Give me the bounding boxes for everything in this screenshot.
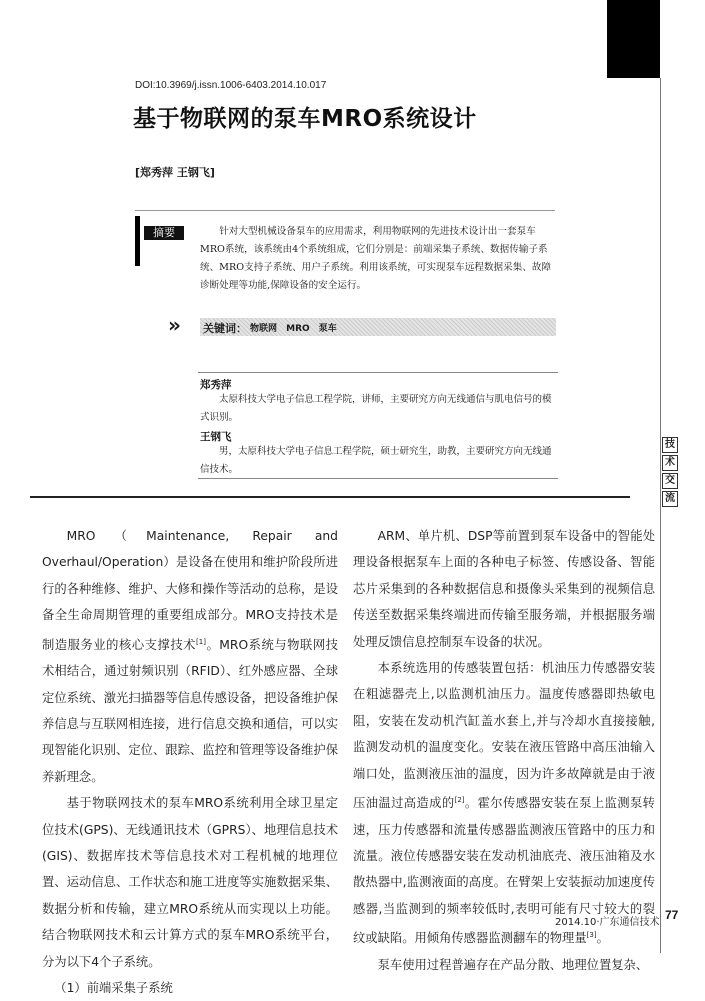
bio-text: 太原科技大学电子信息工程学院，讲师，主要研究方向无线通信与肌电信号的模式识别。 [200, 394, 552, 423]
divider [198, 372, 558, 373]
text: 。MRO系统与物联网技术相结合，通过射频识别（RFID）、红外感应器、全球定位系统、激光扫描器等信息传感设备，把设备维护保养信息与互联网相连接，进行信息交换和通信，可以实现智能化识别、定位、跟踪、监控和管理等设备维护保养新理念。 [42, 637, 338, 784]
authors: [郑秀萍 王钢飞] [135, 166, 215, 179]
corner-black-block [607, 0, 660, 78]
section-divider [30, 496, 630, 498]
citation: [3] [586, 931, 597, 940]
section-tabs [662, 437, 678, 509]
keywords-values: 物联网 MRO 泵车 [250, 324, 337, 334]
text: 。霍尔传感器安装在泵上监测泵转速，压力传感器和流量传感器监测液压管路中的压力和流量。液位传感器安装在发动机油底壳、液压油箱及水散热器中,监测液面的高度。在臂架上安装振动加速度传感器,当监测到的频率较低时,表明可能有尺寸较大的裂纹或缺陷。用倾角传感器监测翻车的物理量 [353, 796, 655, 946]
doi: DOI:10.3969/j.issn.1006-6403.2014.10.017 [135, 80, 327, 91]
margin-rule [660, 78, 661, 953]
divider [198, 478, 558, 479]
section-tab-char: 术 [662, 455, 678, 471]
paragraph [42, 523, 338, 790]
paragraph [353, 655, 655, 952]
bio-text: 男，太原科技大学电子信息工程学院，硕士研究生，助教，主要研究方向无线通信技术。 [200, 446, 552, 475]
footer-journal: 2014.10·广东通信技术 [555, 917, 660, 928]
paragraph: 泵车使用过程普遍存在产品分散、地理位置复杂、 [377, 957, 649, 972]
citation: [1] [196, 637, 206, 646]
abstract-text: 针对大型机械设备泵车的应用需求，利用物联网的先进技术设计出一套泵车MRO系统，该系统由4个系统组成，它们分别是：前端采集子系统、数据传输子系统、MRO支持子系统、用户子系统。利用该系统，可实现泵车远程数据采集、故障诊断处理等功能,保障设备的安全运行。 [200, 226, 552, 291]
text: MRO（Maintenance, Repair and Overhaul/Operation）是设备在使用和维护阶段所进行的各种维修、维护、大修和操作等活动的总称，是设备全生命周期管理的重要组成部分。MRO支持技术是制造服务业的核心支撑技术 [42, 529, 338, 652]
text: 。 [596, 931, 609, 946]
citation: [2] [454, 796, 465, 805]
paper-title: 基于物联网的泵车MRO系统设计 [133, 106, 477, 132]
page-number: 77 [665, 908, 679, 922]
subsection-heading: （1）前端采集子系统 [54, 981, 173, 995]
bio-name: 郑秀萍 [200, 379, 232, 391]
abstract-label: 摘要 [144, 226, 184, 240]
body-column-right [353, 523, 655, 978]
double-chevron-icon: » [168, 313, 181, 337]
paragraph: ARM、单片机、DSP等前置到泵车设备中的智能处理设备根据泵车上面的各种电子标签、传感设备、智能芯片采集到的各种数据信息和摄像头采集到的视频信息传送至数据采集终端进而传输至服务端，并根据服务端处理反馈信息控制泵车设备的状况。 [353, 529, 655, 649]
keywords-label: 关键词： [203, 322, 247, 335]
section-tab-char: 流 [662, 491, 678, 507]
paragraph: 基于物联网技术的泵车MRO系统利用全球卫星定位技术(GPS)、无线通讯技术（GPRS）、地理信息技术(GIS)、数据库技术等信息技术对工程机械的地理位置、运动信息、工作状态和施工进度等实施数据采集、数据分析和传输，建立MRO系统从而实现以上功能。结合物联网技术和云计算方式的泵车MRO系统平台，分为以下4个子系统。 [42, 796, 338, 969]
section-tab-char: 交 [662, 473, 678, 489]
divider [135, 210, 555, 211]
body-column-left [42, 523, 338, 1001]
section-tab-char: 技 [662, 437, 678, 453]
abstract-bar [135, 216, 140, 266]
bio-name: 王钢飞 [200, 431, 232, 443]
text: 本系统选用的传感装置包括：机油压力传感器安装在粗滤器壳上,以监测机油压力。温度传感器即热敏电阻，安装在发动机汽缸盖水套上,并与冷却水直接接触,监测发动机的温度变化。安装在液压管路中高压油输入端口处，监测液压油的温度，因为许多故障就是由于液压油温过高造成的 [353, 661, 655, 811]
